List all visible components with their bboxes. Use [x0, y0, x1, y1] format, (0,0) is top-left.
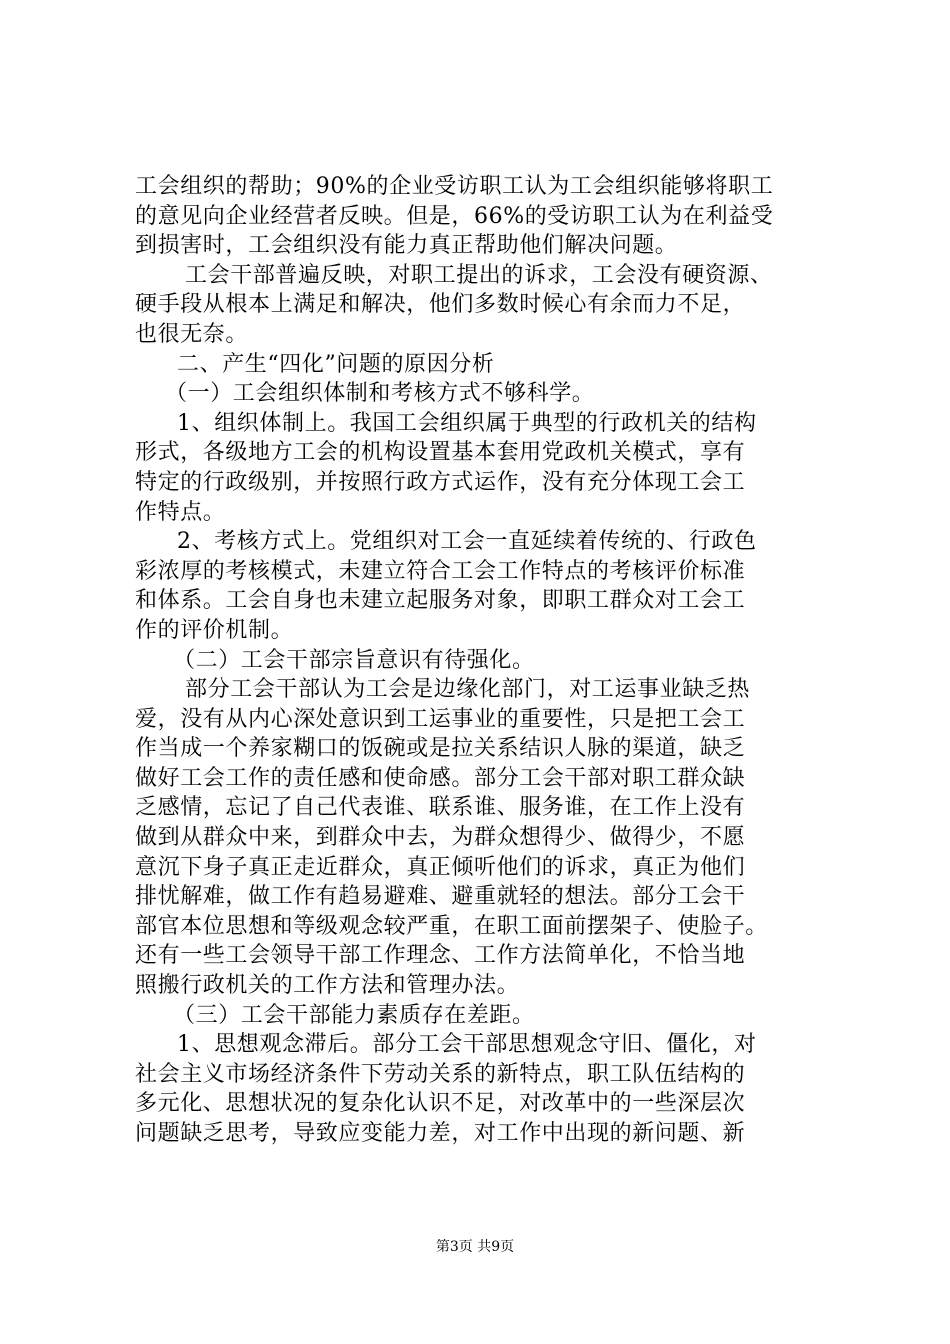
text-line: 硬手段从根本上满足和解决，他们多数时候心有余而力不足，	[135, 292, 746, 318]
text-line: 还有一些工会领导干部工作理念、工作方法简单化，不恰当地	[135, 943, 746, 969]
page-footer: 第3页 共9页	[435, 1239, 515, 1255]
text-line: （一）工会组织体制和考核方式不够科学。	[165, 381, 595, 407]
text-line: 的意见向企业经营者反映。但是，66%的受访职工认为在利益受	[135, 203, 774, 229]
text-line: 1、思想观念滞后。部分工会干部思想观念守旧、僵化，对	[177, 1032, 757, 1058]
text-line: 做到从群众中来，到群众中去，为群众想得少、做得少，不愿	[135, 825, 746, 851]
text-line: 做好工会工作的责任感和使命感。部分工会干部对职工群众缺	[135, 765, 746, 791]
text-line: 作特点。	[135, 499, 226, 525]
text-line: 部分工会干部认为工会是边缘化部门，对工运事业缺乏热	[185, 677, 751, 703]
text-line: 问题缺乏思考，导致应变能力差，对工作中出现的新问题、新	[135, 1121, 746, 1146]
text-line: 工会组织的帮助；90%的企业受访职工认为工会组织能够将职工	[135, 174, 774, 199]
text-line: 爱，没有从内心深处意识到工运事业的重要性，只是把工会工	[135, 706, 746, 732]
text-line: 形式，各级地方工会的机构设置基本套用党政机关模式，享有	[135, 440, 746, 466]
text-line: 作的评价机制。	[135, 617, 294, 643]
text-line: （三）工会干部能力素质存在差距。	[173, 1002, 535, 1028]
text-line: 到损害时，工会组织没有能力真正帮助他们解决问题。	[135, 233, 678, 259]
text-line: 和体系。工会自身也未建立起服务对象，即职工群众对工会工	[135, 588, 746, 614]
text-line: 2、考核方式上。党组织对工会一直延续着传统的、行政色	[177, 529, 757, 555]
text-line: 二、产生“四化”问题的原因分析	[177, 351, 495, 377]
text-line: 1、组织体制上。我国工会组织属于典型的行政机关的结构	[177, 410, 757, 436]
text-line: 工会干部普遍反映，对职工提出的诉求，工会没有硬资源、	[185, 262, 773, 288]
text-line: 作当成一个养家糊口的饭碗或是拉关系结识人脉的渠道，缺乏	[135, 736, 746, 762]
text-line: 多元化、思想状况的复杂化认识不足，对改革中的一些深层次	[135, 1091, 746, 1117]
text-line: （二）工会干部宗旨意识有待强化。	[173, 647, 535, 673]
text-line: 照搬行政机关的工作方法和管理办法。	[135, 973, 520, 999]
text-line: 社会主义市场经济条件下劳动关系的新特点，职工队伍结构的	[135, 1061, 746, 1087]
body-text	[135, 172, 835, 1149]
text-line: 排忧解难，做工作有趋易避难、避重就轻的想法。部分工会干	[135, 884, 746, 910]
text-line: 也很无奈。	[135, 321, 249, 347]
text-line: 特定的行政级别，并按照行政方式运作，没有充分体现工会工	[135, 469, 746, 495]
text-line: 意沉下身子真正走近群众，真正倾听他们的诉求，真正为他们	[135, 854, 746, 880]
text-line: 部官本位思想和等级观念较严重，在职工面前摆架子、使脸子。	[135, 913, 768, 939]
text-line: 彩浓厚的考核模式，未建立符合工会工作特点的考核评价标准	[135, 558, 746, 584]
text-line: 乏感情，忘记了自己代表谁、联系谁、服务谁，在工作上没有	[135, 795, 746, 821]
